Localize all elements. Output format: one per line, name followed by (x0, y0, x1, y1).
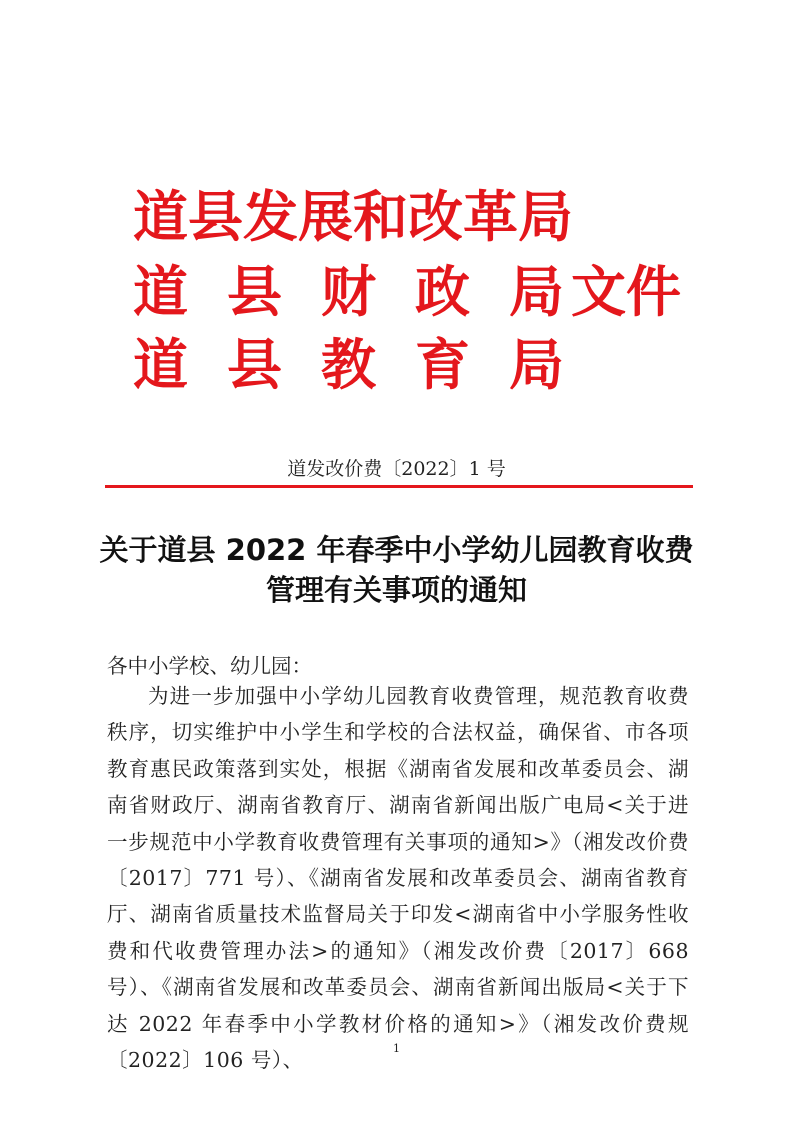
header-line-2-char: 县 (227, 259, 283, 324)
header-line-2 (133, 261, 681, 323)
document-title-line-2: 管理有关事项的通知 (265, 573, 527, 607)
header-line-2-suffix: 文件 (571, 259, 682, 324)
header-line-2-char: 财 (321, 259, 377, 324)
header-line-3-char: 局 (509, 332, 565, 397)
header-line-2-char: 政 (415, 259, 471, 324)
header-line-1: 道县发展和改革局 (133, 184, 574, 249)
header-line-3-char: 育 (415, 332, 471, 397)
header-line-3 (133, 334, 565, 396)
header-line-2-char: 道 (133, 259, 189, 324)
body-paragraph-text: 为进一步加强中小学幼儿园教育收费管理，规范教育收费秩序，切实维护中小学生和学校的合法权益，确保省、市各项教育惠民政策落到实处，根据《湖南省发展和改革委员会、湖南省财政厅、湖南省教育厅、湖南省新闻出版广电局<关于进一步规范中小学教育收费管理有关事项的通知>》（湘发改价费〔2017〕771 号）、《湖南省发展和改革委员会、湖南省教育厅、湖南省质量技术监督局关于印发<湖南省中小学服务性收费和代收费管理办法>的通知》（湘发改价费〔2017〕668 号）、《湖南省发展和改革委员会、湖南省新闻出版局<关于下达 2022 年春季中小学教材价格的通知>》（湘发改价费规〔2022〕106 号）、 (107, 684, 689, 1073)
header-line-2-char: 局 (509, 259, 565, 324)
document-number: 道发改价费〔2022〕1 号 (287, 458, 506, 480)
document-title-line-1: 关于道县 2022 年春季中小学幼儿园教育收费 (99, 533, 694, 567)
header-line-3-char: 道 (133, 332, 189, 397)
page-number: 1 (393, 1042, 400, 1055)
header-line-3-char: 教 (321, 332, 377, 397)
salutation: 各中小学校、幼儿园： (107, 654, 312, 678)
header-line-3-char: 县 (227, 332, 283, 397)
red-divider-line (105, 485, 693, 488)
body-paragraph (107, 678, 689, 1078)
